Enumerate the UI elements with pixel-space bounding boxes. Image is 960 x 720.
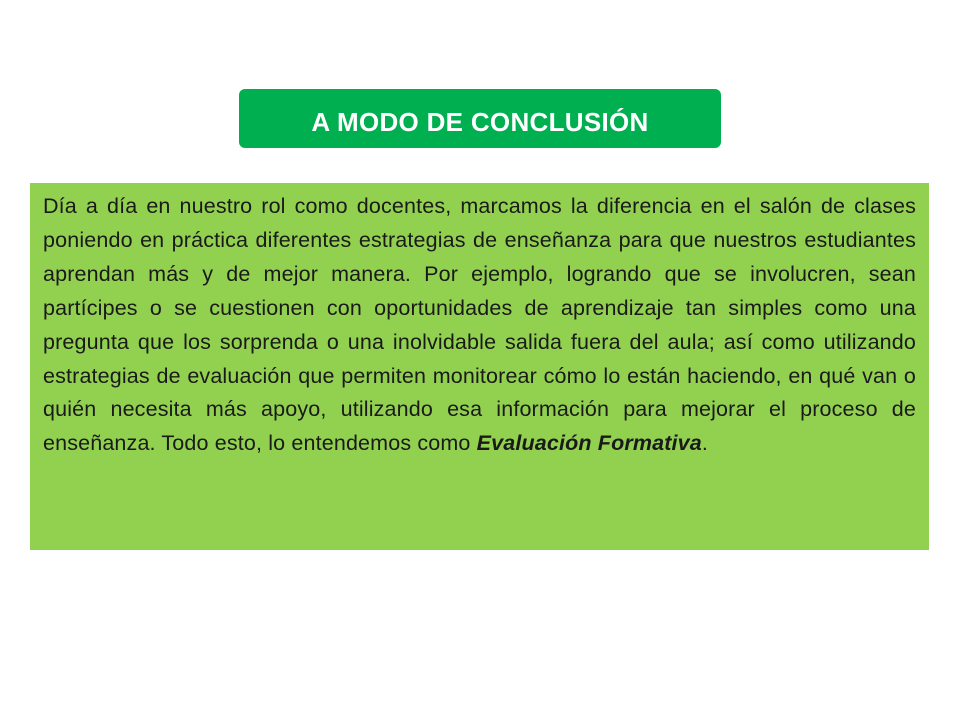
slide-title: A MODO DE CONCLUSIÓN: [311, 107, 649, 137]
paragraph-closing: .: [701, 431, 709, 456]
paragraph-text: Día a día en nuestro rol como docentes, marcamos la diferencia en el salón de clases poniendo en práctica diferentes estrategias de enseñanza para que nuestros estudiantes aprendan más y de mejor manera. Por ejemplo, logrando que se involucren, sean partícipes o se cuestionen con oportunidades de aprendizaje tan simples como una pregunta que los sorprenda o una inolvidable salida fuera del aula; así como utilizando estrategias de evaluación que permiten monitorear cómo lo están haciendo, en qué van o quién necesita más apoyo, utilizando esa información para mejorar el proceso de enseñanza. Todo esto, lo entendemos como: [43, 194, 916, 456]
conclusion-paragraph: [43, 190, 916, 461]
title-banner: [239, 89, 721, 148]
emphasized-term: Evaluación Formativa: [476, 431, 702, 456]
